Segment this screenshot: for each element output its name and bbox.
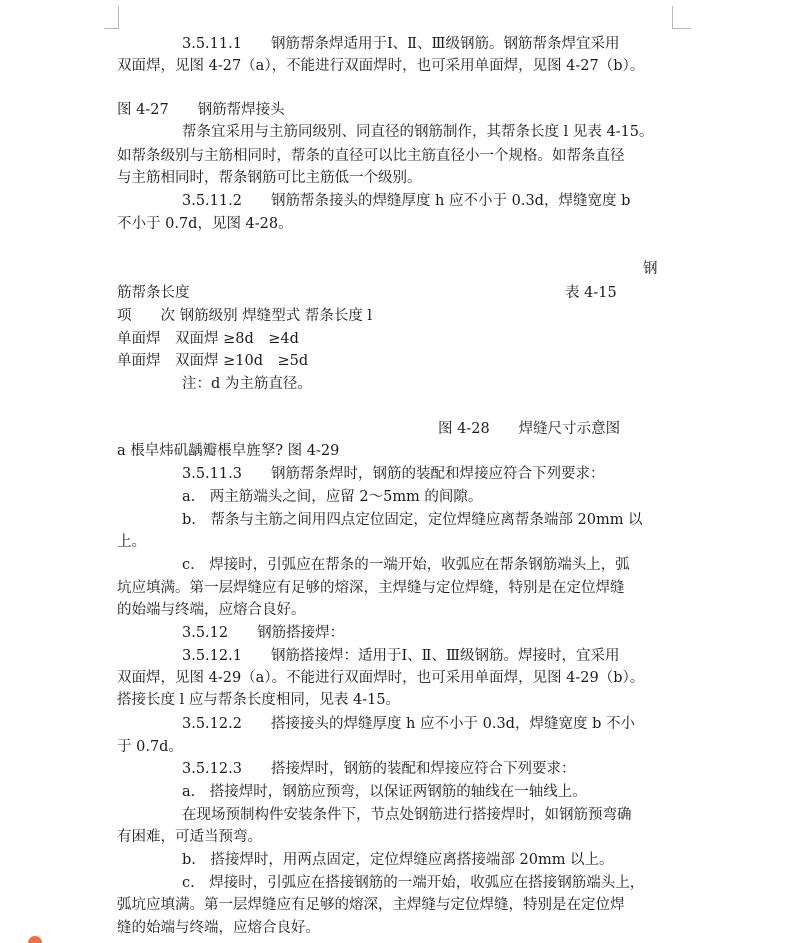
page-corner-mark-left bbox=[104, 6, 119, 29]
text-line: 弧坑应填满。第一层焊缝应有足够的熔深，主焊缝与定位焊缝，特别是在定位焊 bbox=[117, 897, 625, 913]
text-line: 单面焊 双面焊 ≥8d ≥4d bbox=[117, 331, 299, 347]
text-line: 3.5.12.1 钢筋搭接焊：适用于Ⅰ、Ⅱ、Ⅲ级钢筋。焊接时，宜采用 bbox=[182, 648, 620, 664]
text-line: b. 帮条与主筋之间用四点定位固定，定位焊缝应离帮条端部 20mm 以 bbox=[182, 512, 643, 528]
text-line: 图 4-27 钢筋帮焊接头 bbox=[117, 102, 285, 118]
text-line: 与主筋相同时，帮条钢筋可比主筋低一个级别。 bbox=[117, 170, 422, 186]
text-line: 于 0.7d。 bbox=[117, 739, 183, 755]
text-line: 项 次 钢筋级别 焊缝型式 帮条长度 l bbox=[117, 308, 373, 324]
text-line: 图 4-28 焊缝尺寸示意图 bbox=[438, 421, 621, 437]
text-line: 单面焊 双面焊 ≥10d ≥5d bbox=[117, 353, 309, 369]
page-corner-mark-right bbox=[672, 6, 691, 29]
text-line: 3.5.12 钢筋搭接焊： bbox=[182, 625, 345, 641]
text-line: 不小于 0.7d，见图 4-28。 bbox=[117, 216, 293, 232]
text-line: 搭接长度 l 应与帮条长度相同，见表 4-15。 bbox=[117, 692, 401, 708]
text-line: c. 焊接时，引弧应在帮条的一端开始，收弧应在帮条钢筋端头上，弧 bbox=[182, 557, 630, 573]
text-line: 有困难，可适当预弯。 bbox=[117, 829, 262, 845]
text-line: 双面焊，见图 4-27（a），不能进行双面焊时，也可采用单面焊，见图 4-27（b）。 bbox=[117, 58, 645, 74]
text-line: 帮条宜采用与主筋同级别、同直径的钢筋制作，其帮条长度 l 见表 4-15。 bbox=[182, 124, 654, 140]
text-line: 3.5.11.3 钢筋帮条焊时，钢筋的装配和焊接应符合下列要求： bbox=[182, 466, 605, 482]
text-line: 注：d 为主筋直径。 bbox=[182, 376, 312, 392]
text-line: a 棖皁炜矶龋瓣棖皁旌孥? 图 4-29 bbox=[117, 443, 340, 459]
text-line: a. 搭接焊时，钢筋应预弯，以保证两钢筋的轴线在一轴线上。 bbox=[182, 784, 587, 800]
text-line: 在现场预制构件安装条件下，节点处钢筋进行搭接焊时，如钢筋预弯确 bbox=[182, 807, 632, 823]
text-line: 双面焊，见图 4-29（a）。不能进行双面焊时，也可采用单面焊，见图 4-29（b）。 bbox=[117, 670, 645, 686]
text-line: 3.5.11.1 钢筋帮条焊适用于Ⅰ、Ⅱ、Ⅲ级钢筋。钢筋帮条焊宜采用 bbox=[182, 36, 620, 52]
text-line: 3.5.12.2 搭接接头的焊缝厚度 h 应不小于 0.3d，焊缝宽度 b 不小 bbox=[182, 716, 635, 732]
text-line: 3.5.11.2 钢筋帮条接头的焊缝厚度 h 应不小于 0.3d，焊缝宽度 b bbox=[182, 193, 631, 209]
text-line: 坑应填满。第一层焊缝应有足够的熔深，主焊缝与定位焊缝，特别是在定位焊缝 bbox=[117, 580, 625, 596]
text-line: 筋帮条长度 bbox=[117, 285, 190, 301]
text-line: a. 两主筋端头之间，应留 2～5mm 的间隙。 bbox=[182, 489, 483, 505]
text-line: 的始端与终端，应熔合良好。 bbox=[117, 602, 306, 618]
text-line: c. 焊接时，引弧应在搭接钢筋的一端开始，收弧应在搭接钢筋端头上， bbox=[182, 875, 645, 891]
text-line: 表 4-15 bbox=[565, 285, 617, 301]
text-line: 钢 bbox=[643, 261, 658, 277]
text-line: 上。 bbox=[117, 534, 146, 550]
text-line: 3.5.12.3 搭接焊时，钢筋的装配和焊接应符合下列要求： bbox=[182, 761, 576, 777]
app-badge-icon bbox=[28, 936, 42, 943]
text-line: 缝的始端与终端，应熔合良好。 bbox=[117, 920, 320, 936]
text-line: 如帮条级别与主筋相同时，帮条的直径可以比主筋直径小一个规格。如帮条直径 bbox=[117, 148, 625, 164]
text-line: b. 搭接焊时，用两点固定，定位焊缝应离搭接端部 20mm 以上。 bbox=[182, 852, 614, 868]
